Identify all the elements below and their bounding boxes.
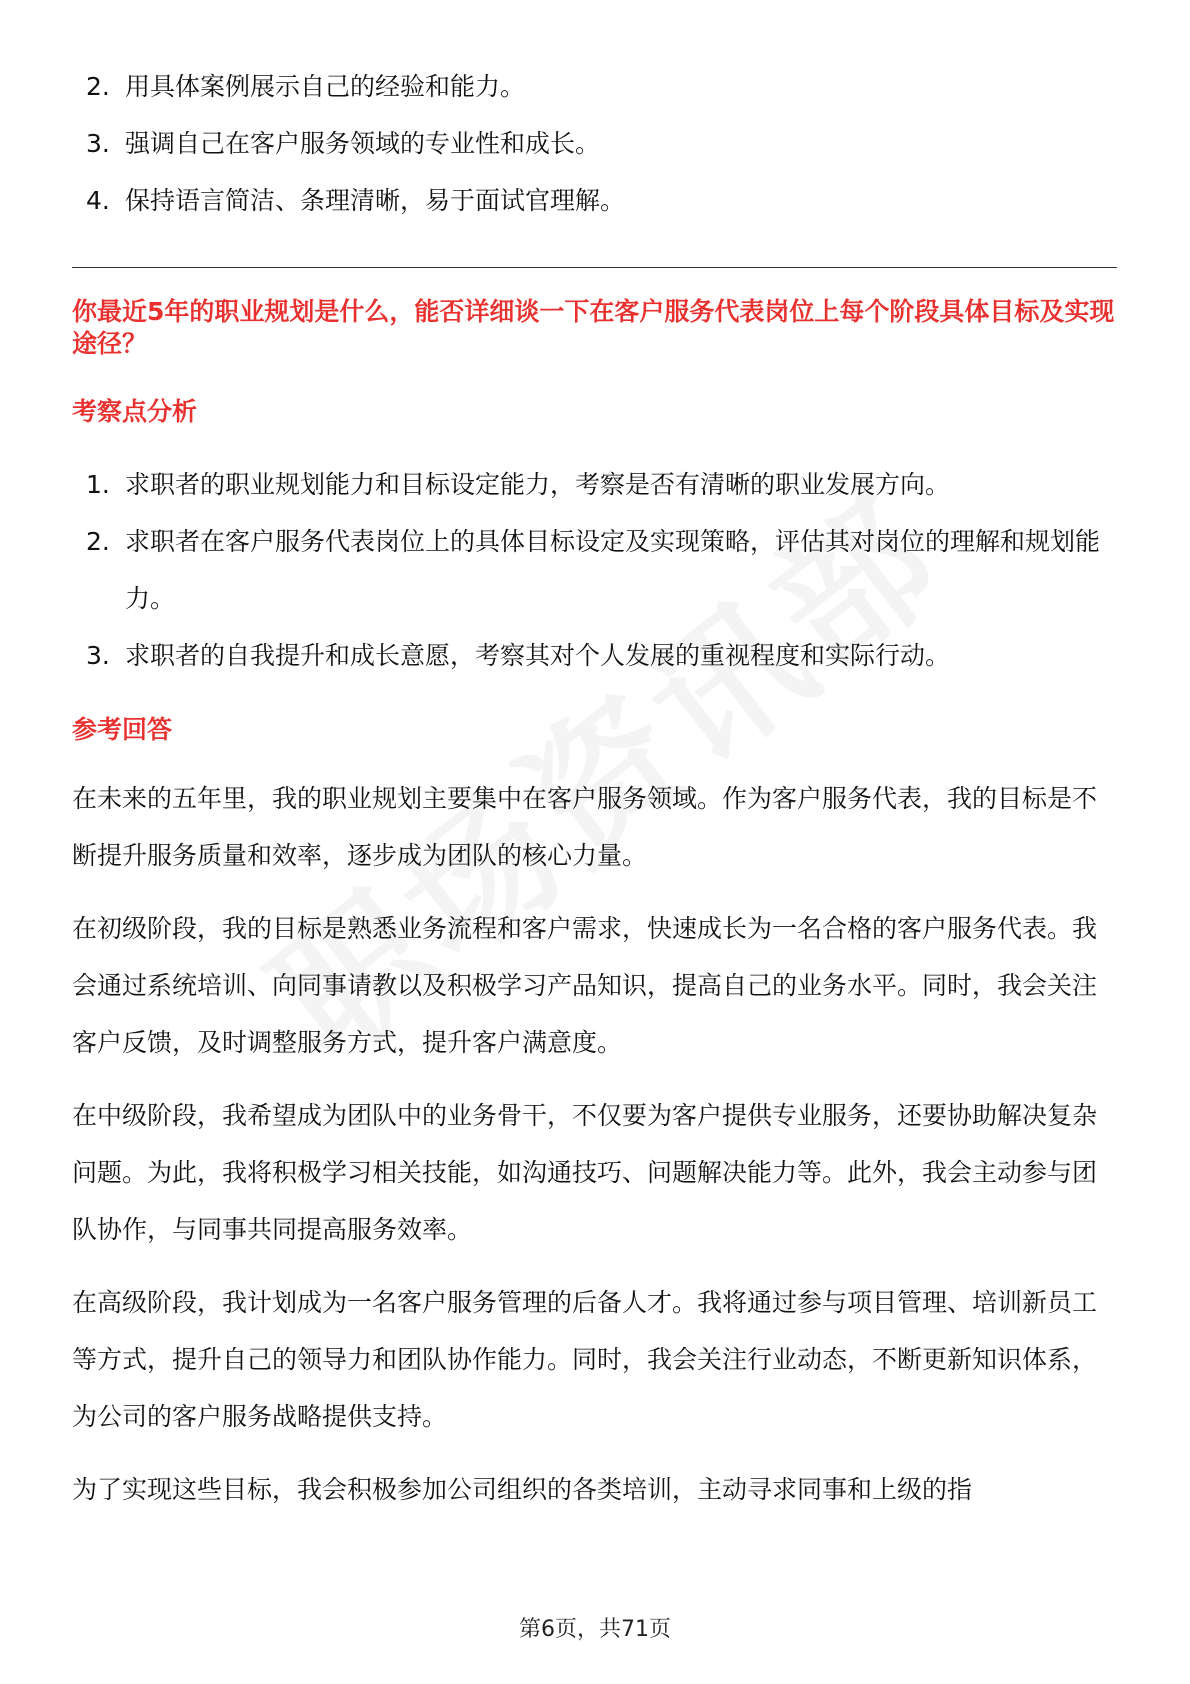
list-item — [72, 115, 1117, 172]
answer-paragraph: 在高级阶段，我计划成为一名客户服务管理的后备人才。我将通过参与项目管理、培训新员工等方式，提升自己的领导力和团队协作能力。同时，我会关注行业动态，不断更新知识体系，为公司的客户服务战略提供支持。 — [72, 1288, 1098, 1431]
list-text: 用具体案例展示自己的经验和能力。 — [125, 72, 526, 101]
answer-paragraph: 为了实现这些目标，我会积极参加公司组织的各类培训，主动寻求同事和上级的指 — [72, 1475, 973, 1504]
list-item — [72, 513, 1117, 627]
list-text: 求职者的自我提升和成长意愿，考察其对个人发展的重视程度和实际行动。 — [125, 641, 951, 670]
section-divider — [72, 267, 1117, 268]
page-content — [72, 58, 1117, 1534]
page-number: 第6页，共71页 — [519, 1617, 671, 1642]
list-number: 2. — [86, 527, 110, 556]
previous-tips-list — [72, 58, 1117, 229]
answer-paragraph: 在初级阶段，我的目标是熟悉业务流程和客户需求，快速成长为一名合格的客户服务代表。我会通过系统培训、向同事请教以及积极学习产品知识，提高自己的业务水平。同时，我会关注客户反馈，及时调整服务方式，提升客户满意度。 — [72, 914, 1098, 1057]
list-item — [72, 456, 1117, 513]
list-text: 求职者的职业规划能力和目标设定能力，考察是否有清晰的职业发展方向。 — [125, 470, 951, 499]
list-text: 强调自己在客户服务领域的专业性和成长。 — [125, 129, 601, 158]
list-item — [72, 172, 1117, 229]
answer-paragraph: 在未来的五年里，我的职业规划主要集中在客户服务领域。作为客户服务代表，我的目标是不断提升服务质量和效率，逐步成为团队的核心力量。 — [72, 784, 1098, 870]
answer-paragraph: 在中级阶段，我希望成为团队中的业务骨干，不仅要为客户提供专业服务，还要协助解决复杂问题。为此，我将积极学习相关技能，如沟通技巧、问题解决能力等。此外，我会主动参与团队协作，与同事共同提高服务效率。 — [72, 1101, 1098, 1244]
interview-question: 你最近5年的职业规划是什么，能否详细谈一下在客户服务代表岗位上每个阶段具体目标及实现途径？ — [72, 297, 1115, 358]
analysis-heading: 考察点分析 — [72, 397, 198, 426]
list-number: 3. — [86, 129, 110, 158]
list-item — [72, 627, 1117, 684]
list-number: 1. — [86, 470, 110, 499]
list-number: 2. — [86, 72, 110, 101]
list-item — [72, 58, 1117, 115]
list-number: 4. — [86, 186, 110, 215]
list-number: 3. — [86, 641, 110, 670]
analysis-list — [72, 456, 1117, 684]
list-text: 保持语言简洁、条理清晰，易于面试官理解。 — [125, 186, 626, 215]
list-text: 求职者在客户服务代表岗位上的具体目标设定及实现策略，评估其对岗位的理解和规划能力。 — [125, 527, 1101, 613]
answer-heading: 参考回答 — [72, 715, 173, 744]
